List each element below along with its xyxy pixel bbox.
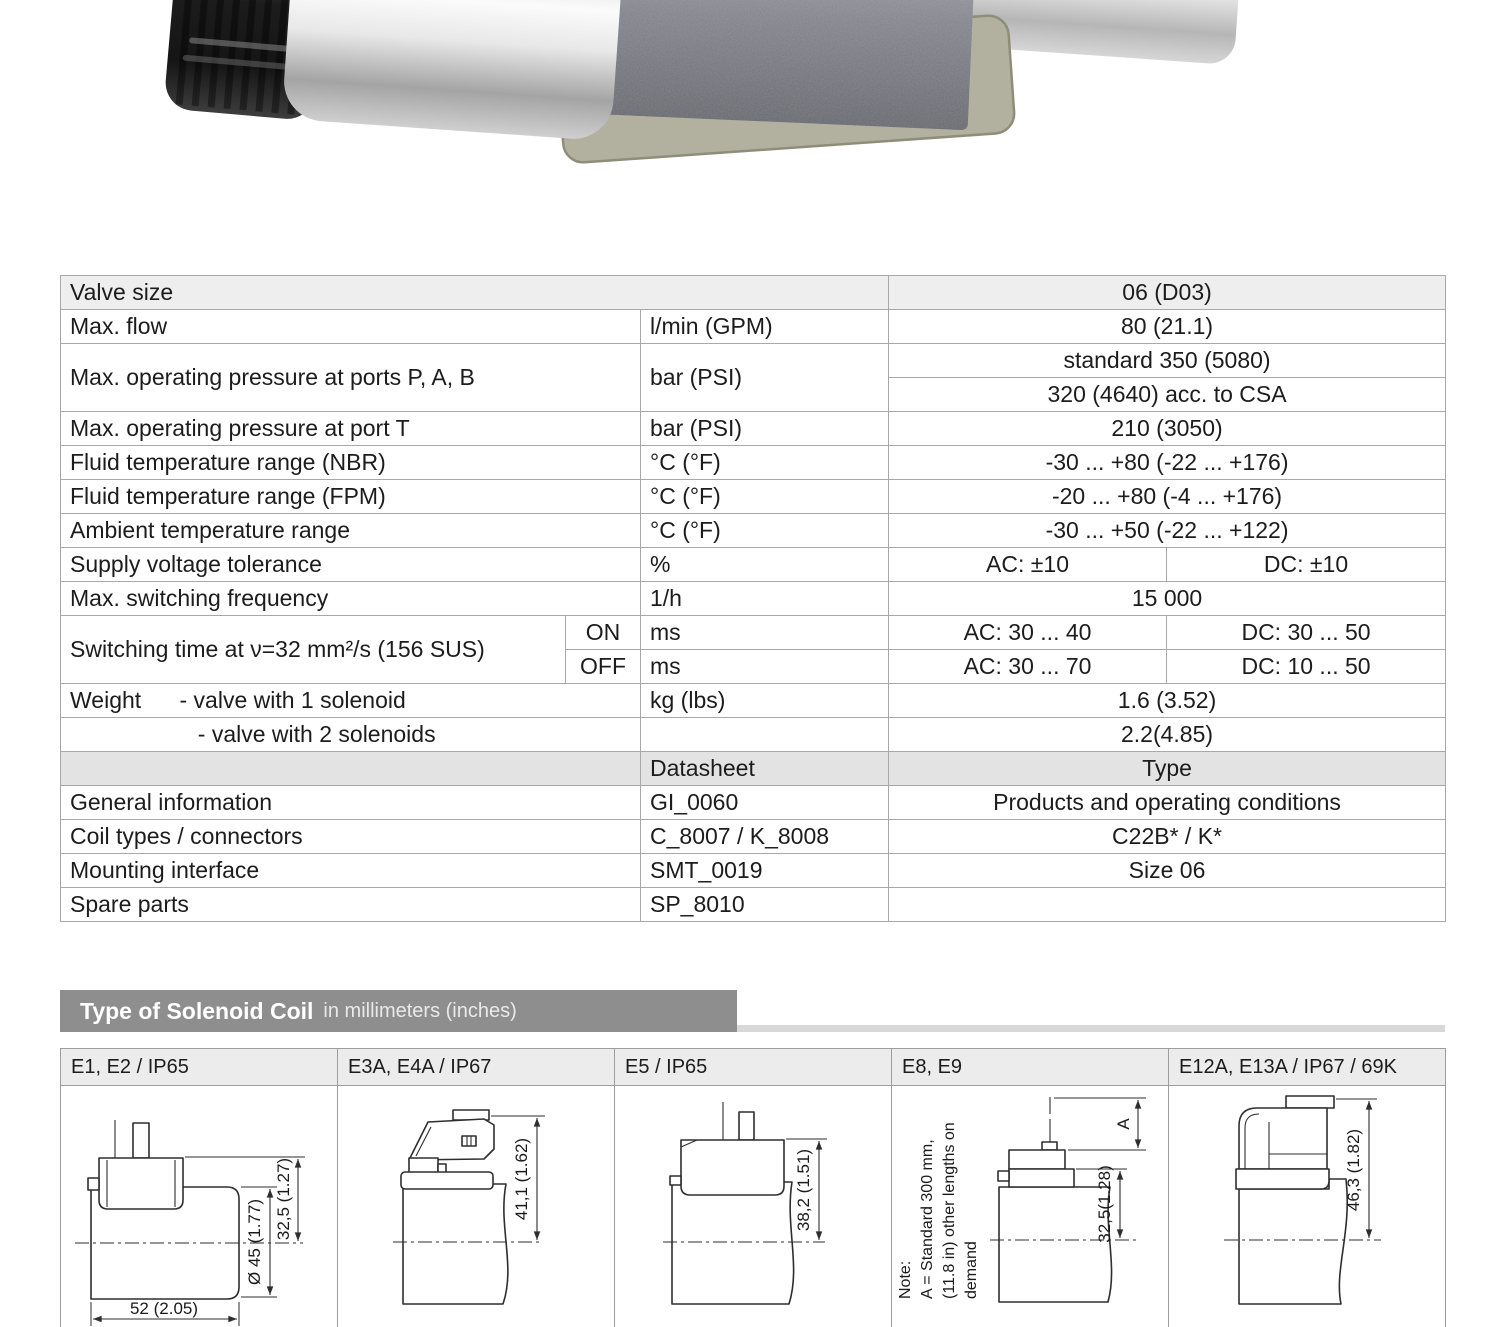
- param-cell: Spare parts: [61, 888, 641, 922]
- connector-outline: [1009, 1150, 1065, 1169]
- value-cell: -30 ... +50 (-22 ... +122): [889, 514, 1446, 548]
- connector-detail: [462, 1136, 476, 1146]
- unit-cell: kg (lbs): [641, 684, 889, 718]
- height-dimension-label: 32,5(1.28): [1095, 1165, 1114, 1243]
- param-cell: Mounting interface: [61, 854, 641, 888]
- coil-col-label-e1-e2: E1, E2 / IP65: [61, 1049, 338, 1086]
- row-general-information: [61, 786, 1446, 820]
- type-header-cell: Type: [889, 752, 1446, 786]
- value-cell-dc: DC: ±10: [1167, 548, 1446, 582]
- width-dimension-label: 52 (2.05): [129, 1299, 199, 1318]
- section-header-strip: [737, 1025, 1445, 1032]
- unit-cell: [641, 718, 889, 752]
- value-cell: 2.2(4.85): [889, 718, 1446, 752]
- param-cell: Supply voltage tolerance: [61, 548, 641, 582]
- unit-cell: °C (°F): [641, 446, 889, 480]
- value-cell: -30 ... +80 (-22 ... +176): [889, 446, 1446, 480]
- section-title: Type of Solenoid Coil: [80, 997, 314, 1024]
- height-dimension-label: 38,2 (1.51): [794, 1148, 813, 1232]
- unit-cell: l/min (GPM): [641, 310, 889, 344]
- unit-cell: 1/h: [641, 582, 889, 616]
- product-photo: [0, 0, 1500, 172]
- value-cell: 80 (21.1): [889, 310, 1446, 344]
- row-datasheet-header: [61, 752, 1446, 786]
- row-voltage-tolerance: [61, 548, 1446, 582]
- value-cell: 1.6 (3.52): [889, 684, 1446, 718]
- row-switching-frequency: [61, 582, 1446, 616]
- param-cell: Valve size: [61, 276, 889, 310]
- unit-cell: %: [641, 548, 889, 582]
- height-dimension-label: 41,1 (1.62): [512, 1137, 531, 1221]
- coil-drawing-cell-e8-e9: [892, 1086, 1169, 1327]
- note-line: Note:: [897, 1260, 914, 1299]
- diameter-dimension-label: Ø 45 (1.77): [245, 1199, 264, 1285]
- row-fluid-temp-fpm: [61, 480, 1446, 514]
- value-cell: 320 (4640) acc. to CSA: [889, 378, 1446, 412]
- coil-drawing-e1-e2: [61, 1086, 338, 1327]
- coil-col-label-e5: E5 / IP65: [615, 1049, 892, 1086]
- param-cell: Weight - valve with 1 solenoid: [61, 684, 641, 718]
- param-cell: [61, 752, 641, 786]
- type-cell: C22B* / K*: [889, 820, 1446, 854]
- param-cell: Coil types / connectors: [61, 820, 641, 854]
- coil-drawing-cell-e12a-e13a: [1169, 1086, 1446, 1327]
- connector-outline: [99, 1158, 183, 1209]
- row-switching-time-on: [61, 616, 1446, 650]
- row-weight-2-solenoids: [61, 718, 1446, 752]
- coil-drawing-cell-e1-e2: [61, 1086, 338, 1327]
- coil-grid-header-row: [61, 1049, 1446, 1086]
- connector-outline: [681, 1140, 784, 1195]
- param-cell: Fluid temperature range (NBR): [61, 446, 641, 480]
- note-line: demand: [963, 1241, 980, 1299]
- param-cell: Switching time at ν=32 mm²/s (156 SUS): [61, 616, 566, 684]
- connector-outline: [1239, 1108, 1327, 1169]
- value-cell-dc: DC: 30 ... 50: [1167, 616, 1446, 650]
- off-cell: OFF: [566, 650, 641, 684]
- unit-cell: bar (PSI): [641, 412, 889, 446]
- param-cell: Max. switching frequency: [61, 582, 641, 616]
- param-cell: - valve with 2 solenoids: [61, 718, 641, 752]
- coil-col-label-e8-e9: E8, E9: [892, 1049, 1169, 1086]
- coil-drawing-e12a-e13a: [1169, 1086, 1446, 1327]
- row-coil-types: [61, 820, 1446, 854]
- value-cell-ac: AC: ±10: [889, 548, 1167, 582]
- section-header-bar: [60, 990, 737, 1032]
- param-cell: Max. operating pressure at port T: [61, 412, 641, 446]
- coil-type-grid: [60, 1048, 1446, 1327]
- row-pressure-pab: [61, 344, 1446, 378]
- unit-cell: bar (PSI): [641, 344, 889, 412]
- row-valve-size: [61, 276, 1446, 310]
- row-mounting-interface: [61, 854, 1446, 888]
- value-cell: 15 000: [889, 582, 1446, 616]
- unit-cell: ms: [641, 650, 889, 684]
- connector-pin-wide: [133, 1123, 149, 1158]
- param-cell: Max. operating pressure at ports P, A, B: [61, 344, 641, 412]
- height-dimension-label: 46,3 (1.82): [1344, 1128, 1363, 1212]
- value-cell-ac: AC: 30 ... 40: [889, 616, 1167, 650]
- connector-pin-wide: [739, 1112, 754, 1140]
- type-cell: Products and operating conditions: [889, 786, 1446, 820]
- connector-nub: [670, 1176, 681, 1185]
- height-dimension-label: 32,5 (1.27): [274, 1157, 293, 1241]
- unit-cell: ms: [641, 616, 889, 650]
- value-cell: 210 (3050): [889, 412, 1446, 446]
- datasheet-header-cell: Datasheet: [641, 752, 889, 786]
- note-line: (11.8 in) other lengths on: [941, 1122, 958, 1299]
- connector-nub: [998, 1171, 1009, 1181]
- param-cell: Ambient temperature range: [61, 514, 641, 548]
- coil-grid-drawing-row: [61, 1086, 1446, 1327]
- section-subtitle: in millimeters (inches): [323, 999, 517, 1022]
- row-spare-parts: [61, 888, 1446, 922]
- value-cell: 06 (D03): [889, 276, 1446, 310]
- unit-cell: °C (°F): [641, 514, 889, 548]
- row-max-flow: [61, 310, 1446, 344]
- coil-body-outline: [672, 1182, 794, 1304]
- valve-body-shape: [588, 0, 976, 130]
- coil-col-label-e12a-e13a: E12A, E13A / IP67 / 69K: [1169, 1049, 1446, 1086]
- coil-body-outline: [403, 1184, 508, 1304]
- coil-drawing-e5: [615, 1086, 892, 1327]
- solenoid-tube-shape: [281, 0, 624, 141]
- connector-tab: [1286, 1096, 1334, 1108]
- param-cell: General information: [61, 786, 641, 820]
- coil-flange: [401, 1172, 493, 1189]
- row-ambient-temp: [61, 514, 1446, 548]
- connector-pin-base: [1042, 1142, 1057, 1150]
- coil-flange: [1236, 1169, 1329, 1189]
- connector-base: [1009, 1169, 1074, 1187]
- type-cell: [889, 888, 1446, 922]
- coil-drawing-cell-e5: [615, 1086, 892, 1327]
- datasheet-cell: SMT_0019: [641, 854, 889, 888]
- value-cell-dc: DC: 10 ... 50: [1167, 650, 1446, 684]
- cable-length-dimension-label: A: [1114, 1118, 1133, 1130]
- coil-drawing-e8-e9: [892, 1086, 1169, 1327]
- coil-body-outline: [1239, 1179, 1347, 1304]
- datasheet-cell: C_8007 / K_8008: [641, 820, 889, 854]
- datasheet-cell: SP_8010: [641, 888, 889, 922]
- row-pressure-t: [61, 412, 1446, 446]
- spec-table: [60, 275, 1446, 922]
- connector-nub: [88, 1178, 99, 1190]
- unit-cell: °C (°F): [641, 480, 889, 514]
- row-weight-1-solenoid: [61, 684, 1446, 718]
- coil-drawing-cell-e3a-e4a: [338, 1086, 615, 1327]
- coil-col-label-e3a-e4a: E3A, E4A / IP67: [338, 1049, 615, 1086]
- param-cell: Fluid temperature range (FPM): [61, 480, 641, 514]
- coil-drawing-e3a-e4a: [338, 1086, 615, 1327]
- param-cell: Max. flow: [61, 310, 641, 344]
- type-cell: Size 06: [889, 854, 1446, 888]
- value-cell: standard 350 (5080): [889, 344, 1446, 378]
- note-line: A = Standard 300 mm,: [919, 1139, 936, 1299]
- row-fluid-temp-nbr: [61, 446, 1446, 480]
- datasheet-cell: GI_0060: [641, 786, 889, 820]
- connector-outline: [409, 1119, 494, 1160]
- value-cell: -20 ... +80 (-4 ... +176): [889, 480, 1446, 514]
- on-cell: ON: [566, 616, 641, 650]
- value-cell-ac: AC: 30 ... 70: [889, 650, 1167, 684]
